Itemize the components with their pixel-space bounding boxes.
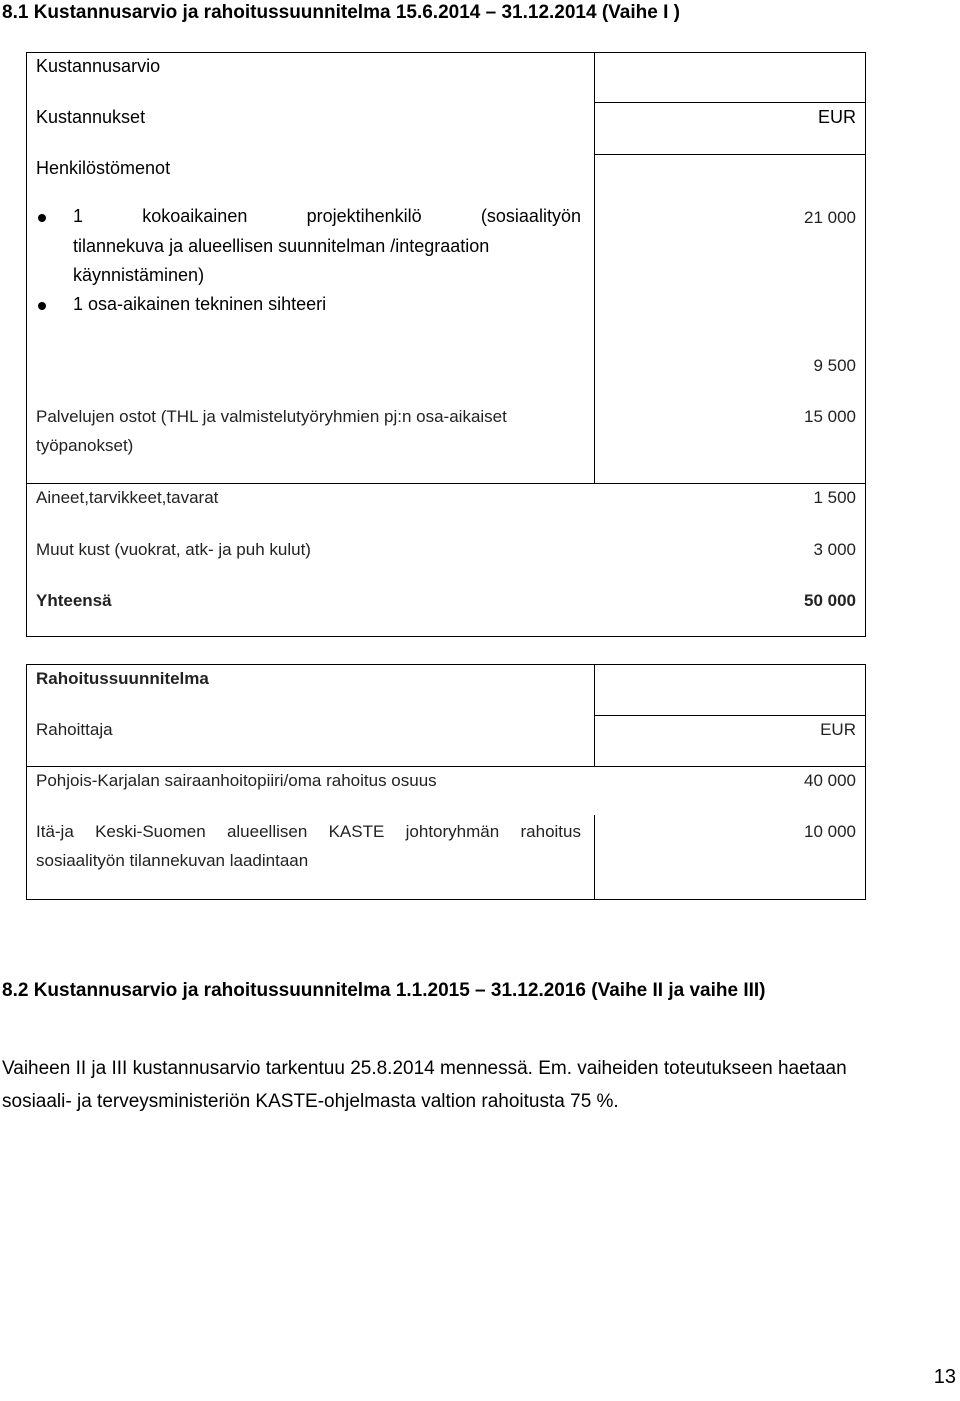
funder-row2-amount: 10 000	[804, 822, 856, 841]
bullet2-amount: 9 500	[813, 356, 856, 375]
services-amount: 15 000	[804, 407, 856, 426]
other-amount: 3 000	[813, 540, 856, 559]
materials-amount: 1 500	[813, 488, 856, 507]
row-divider	[594, 154, 866, 155]
page-number: 13	[933, 1366, 956, 1388]
paragraph-line1: Vaiheen II ja III kustannusarvio tarkentuu 25.8.2014 mennessä. Em. vaiheiden toteutukseen haetaan	[2, 1058, 847, 1079]
materials-label: Aineet,tarvikkeet,tavarat	[36, 488, 219, 507]
other-label: Muut kust (vuokrat, atk- ja puh kulut)	[36, 540, 311, 559]
cost-column-label: Kustannukset	[36, 107, 146, 127]
funder-row2-line2: sosiaalityön tilannekuvan laadintaan	[36, 851, 309, 870]
funder-row1-label: Pohjois-Karjalan sairaanhoitopiiri/oma rahoitus osuus	[36, 771, 437, 790]
section-heading-8-1: 8.1 Kustannusarvio ja rahoitussuunnitelma 15.6.2014 – 31.12.2014 (Vaihe I )	[2, 2, 680, 23]
services-line2: työpanokset)	[36, 436, 134, 455]
funding-table-title: Rahoitussuunnitelma	[36, 669, 209, 688]
bullet1-line1: 1 kokoaikainen projektihenkilö (sosiaalityön	[73, 206, 581, 226]
funding-currency-label: EUR	[820, 720, 856, 739]
section-heading-8-2: 8.2 Kustannusarvio ja rahoitussuunnitelma 1.1.2015 – 31.12.2016 (Vaihe II ja vaihe III)	[2, 980, 766, 1001]
bullet-icon	[38, 214, 46, 222]
bullet-icon	[38, 302, 46, 310]
cost-currency-label: EUR	[817, 107, 856, 127]
bullet1-amount: 21 000	[804, 208, 856, 227]
bullet2-text: 1 osa-aikainen tekninen sihteeri	[73, 294, 327, 314]
column-divider	[594, 815, 595, 900]
total-label: Yhteensä	[36, 591, 112, 610]
funder-row2-line1: Itä-ja Keski-Suomen alueellisen KASTE johtoryhmän rahoitus	[36, 822, 581, 841]
bullet1-line3: käynnistäminen)	[73, 265, 205, 285]
bullet1-line2: tilannekuva ja alueellisen suunnitelman /integraation	[73, 236, 490, 256]
funder-row1-amount: 40 000	[804, 771, 856, 790]
row-divider	[594, 102, 866, 103]
total-amount: 50 000	[804, 591, 856, 610]
paragraph-line2: sosiaali- ja terveysministeriön KASTE-ohjelmasta valtion rahoitusta 75 %.	[2, 1091, 619, 1112]
row-divider	[594, 715, 866, 716]
services-line1: Palvelujen ostot (THL ja valmistelutyöryhmien pj:n osa-aikaiset	[36, 407, 507, 426]
cost-table-title: Kustannusarvio	[36, 56, 161, 76]
funder-column-label: Rahoittaja	[36, 720, 113, 739]
personnel-section-label: Henkilöstömenot	[36, 158, 171, 178]
